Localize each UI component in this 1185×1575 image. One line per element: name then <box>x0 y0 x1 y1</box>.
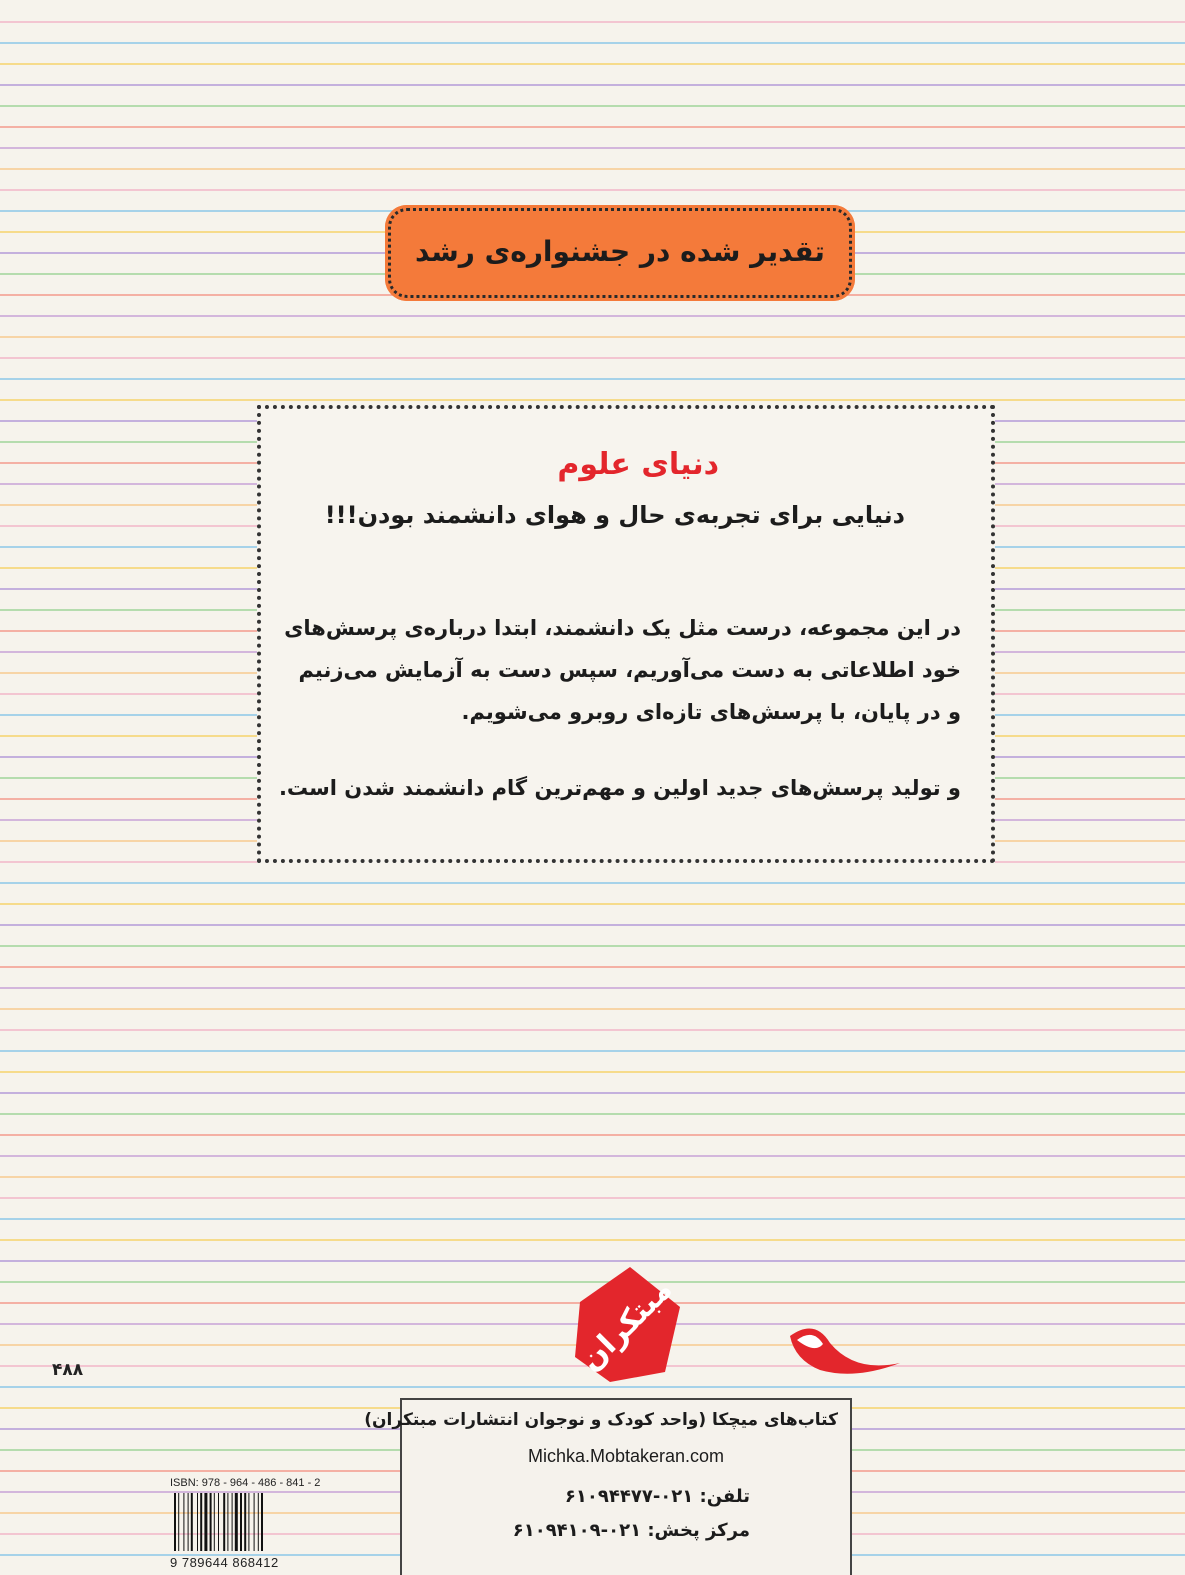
barcode-bar <box>183 1493 184 1551</box>
barcode-bar <box>235 1493 238 1551</box>
award-badge-text: تقدیر شده در جشنواره‌ی رشد <box>415 235 825 268</box>
series-title: دنیای علوم <box>557 447 719 482</box>
isbn-label: ISBN: 978 - 964 - 486 - 841 - 2 <box>170 1477 321 1489</box>
barcode-bar <box>240 1493 242 1551</box>
series-subtitle: دنیایی برای تجربه‌ی حال و هوای دانشمند بودن!!! <box>324 501 905 529</box>
barcode-icon <box>170 1493 310 1553</box>
description-box <box>257 405 995 863</box>
barcode-bar <box>197 1493 198 1551</box>
bird-icon <box>785 1318 905 1382</box>
barcode-bar <box>214 1493 215 1551</box>
book-number: ۴۸۸ <box>52 1360 84 1380</box>
description-paragraph <box>281 607 961 733</box>
barcode-bar <box>200 1493 202 1551</box>
barcode-bar <box>174 1493 176 1551</box>
barcode-bar <box>191 1493 193 1551</box>
barcode-bar <box>223 1493 225 1551</box>
barcode-bar <box>188 1493 189 1551</box>
publisher-phone: تلفن: ۰۲۱-۶۱۰۹۴۴۷۷ <box>564 1486 750 1507</box>
barcode-bar <box>232 1493 233 1551</box>
barcode-bar <box>178 1493 179 1551</box>
barcode-bar <box>248 1493 249 1551</box>
svg-text:مبتکران: مبتکران <box>573 1272 680 1379</box>
barcode-number: 9 789644 868412 <box>170 1555 279 1570</box>
barcode-bar <box>254 1493 255 1551</box>
barcode-bar <box>258 1493 259 1551</box>
distribution-phone: مرکز پخش: ۰۲۱-۶۱۰۹۴۱۰۹ <box>512 1520 750 1541</box>
barcode-bar <box>261 1493 263 1551</box>
description-line: در این مجموعه، درست مثل یک دانشمند، ابتدا درباره‌ی پرسش‌های <box>284 616 961 640</box>
barcode-bar <box>227 1493 228 1551</box>
barcode-bar <box>210 1493 212 1551</box>
mobtakeran-logo-icon <box>570 1262 685 1391</box>
publisher-website: Michka.Mobtakeran.com <box>527 1446 725 1466</box>
description-line: خود اطلاعاتی به دست می‌آوریم، سپس دست به آزمایش می‌زنیم <box>298 658 961 682</box>
description-closing: و تولید پرسش‌های جدید اولین و مهم‌ترین گام دانشمند شدن است. <box>278 776 961 800</box>
publisher-info <box>364 1398 852 1575</box>
barcode-bar <box>204 1493 207 1551</box>
publisher-name: کتاب‌های میچکا (واحد کودک و نوجوان انتشارات مبتکران) <box>364 1410 838 1430</box>
award-badge <box>385 205 855 301</box>
description-line: و در پایان، با پرسش‌های تازه‌ای روبرو می‌شویم. <box>461 700 961 724</box>
barcode-bar <box>244 1493 246 1551</box>
barcode-bar <box>218 1493 219 1551</box>
isbn-barcode <box>170 1477 321 1572</box>
